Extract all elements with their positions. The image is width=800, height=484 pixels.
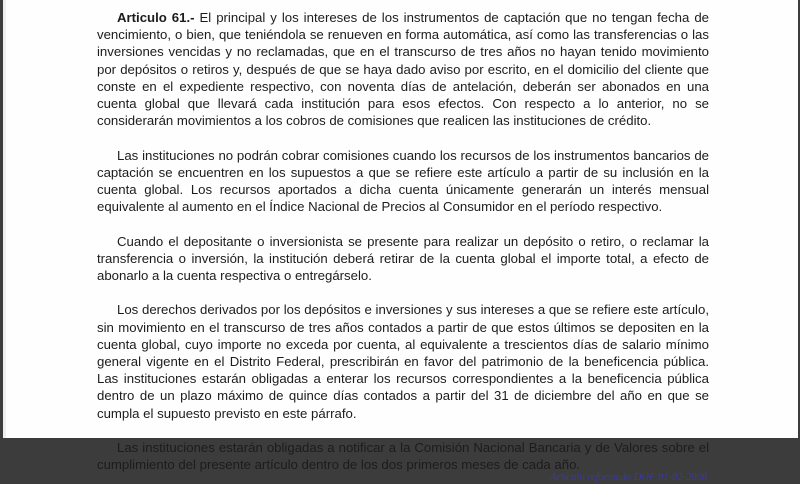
article-paragraph-5: Las instituciones estarán obligadas a notificar a la Comisión Nacional Bancaria y de Valores sobre el cumplimiento del presente artículo dentro de los dos primeros meses de cada año.	[97, 440, 709, 473]
article-paragraph-1	[97, 9, 709, 129]
article-heading: Articulo 61.-	[117, 10, 195, 25]
document-page	[3, 0, 798, 484]
article-paragraph-4: Los derechos derivados por los depósitos e inversiones y sus intereses a que se refiere este artículo, sin movimiento en el transcurso de tres años contados a partir de que estos últimos se depositen en la cuenta global, cuyo importe no exceda por cuenta, al equivalente a trescientos días de salario mínimo general vigente en el Distrito Federal, prescribirán en favor del patrimonio de la beneficencia pública. Las instituciones estarán obligadas a enterar los recursos correspondientes a la beneficencia pública dentro de un plazo máximo de quince días contados a partir del 31 de diciembre del año en que se cumpla el supuesto previsto en este párrafo.	[97, 302, 709, 421]
paragraph-text: El principal y los intereses de los instrumentos de captación que no tengan fecha de vencimiento, o bien, que teniéndola se renueven en forma automática, así como las transferencias o las inversiones vencidas y no reclamadas, que en el transcurso de tres años no hayan tenido movimiento por depósitos o retiros y, después de que se haya dado aviso por escrito, en el domicilio del cliente que conste en el expediente respectivo, con noventa días de antelación, deberán ser abonados en una cuenta global que llevará cada institución para esos efectos. Con respecto a lo anterior, no se considerarán movimientos a los cobros de comisiones que realicen las instituciones de crédito.	[97, 10, 709, 129]
article-paragraph-3: Cuando el depositante o inversionista se presente para realizar un depósito o retiro, o reclamar la transferencia o inversión, la institución deberá retirar de la cuenta global el importe total, a efecto de abonarlo a la cuenta respectiva o entregárselo.	[97, 233, 709, 284]
article-body	[97, 9, 709, 484]
article-paragraph-2: Las instituciones no podrán cobrar comisiones cuando los recursos de los instrumentos bancarios de captación se encuentren en los supuestos a que se refiere este artículo a partir de su inclusión en la cuenta global. Los recursos aportados a dicha cuenta únicamente generarán un interés mensual equivalente al aumento en el Índice Nacional de Precios al Consumidor en el período respectivo.	[97, 147, 709, 215]
reform-note: Artículo reformado DOF 01-02-2008	[550, 472, 707, 484]
